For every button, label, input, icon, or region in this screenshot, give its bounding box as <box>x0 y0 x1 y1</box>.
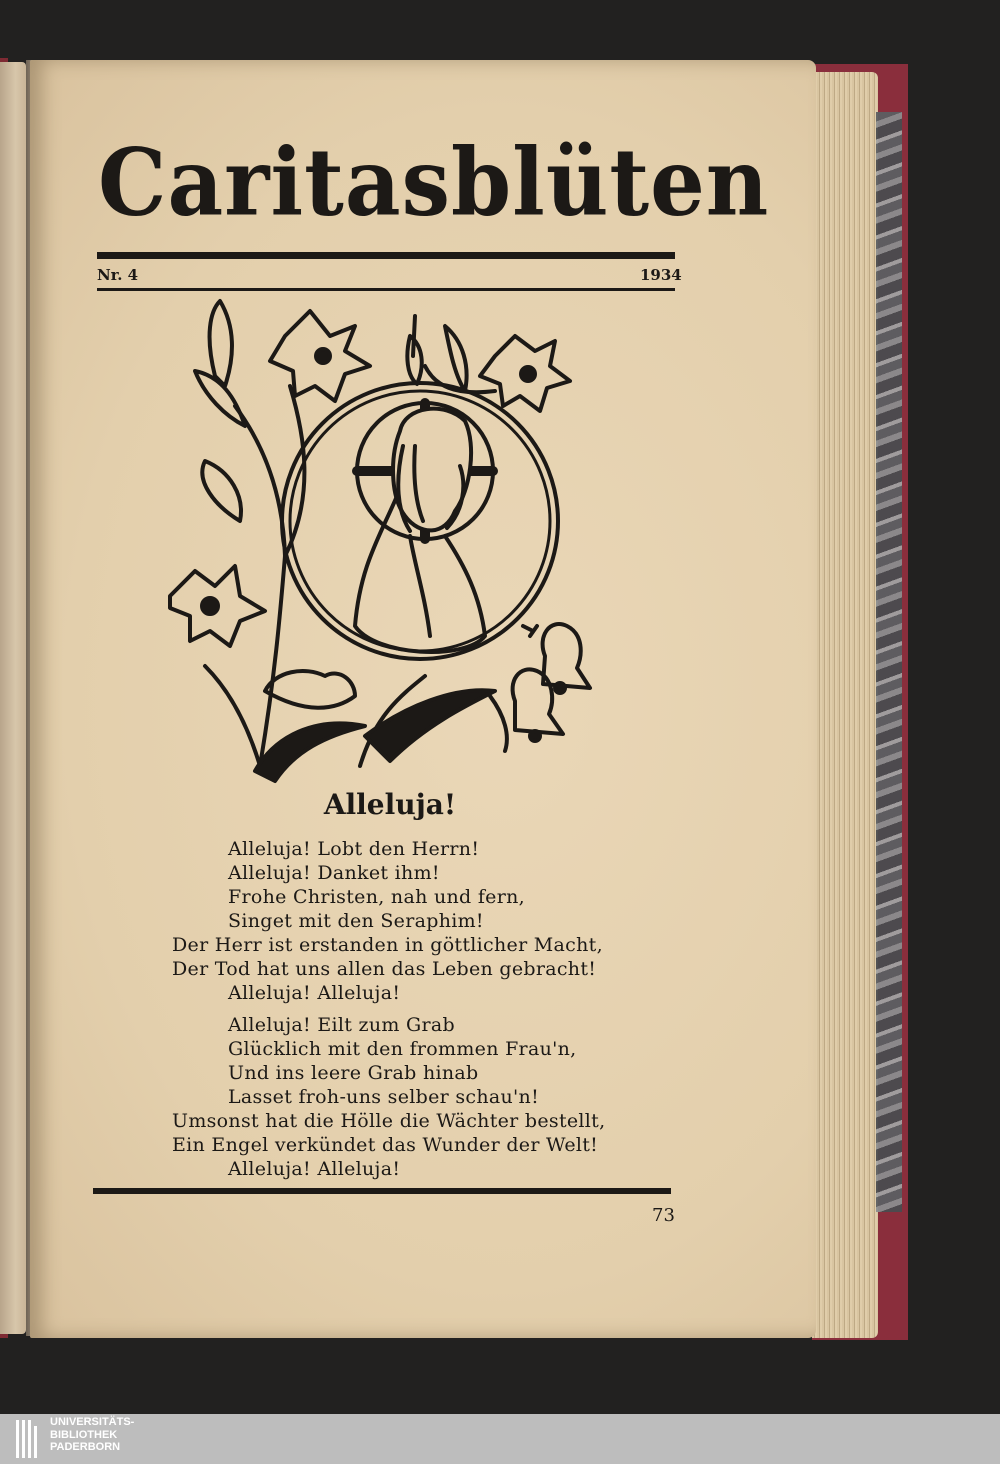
poem-line: Frohe Christen, nah und fern, <box>228 886 525 908</box>
title-rule-thick <box>97 252 675 259</box>
left-page-edge <box>0 62 26 1334</box>
poem-title: Alleluja! <box>323 788 457 821</box>
easter-christ-lily-illustration <box>165 296 605 784</box>
library-logo-text <box>50 1416 134 1454</box>
title-rule-thin <box>97 288 675 291</box>
logo-line-1: UNIVERSITÄTS- <box>50 1416 135 1428</box>
poem-line: Alleluja! Lobt den Herrn! <box>228 838 480 860</box>
issue-year: 1934 <box>640 266 682 284</box>
poem-line: Glücklich mit den frommen Frau'n, <box>228 1038 577 1060</box>
poem-line: Umsonst hat die Hölle die Wächter bestellt, <box>172 1110 606 1132</box>
poem-line: Singet mit den Seraphim! <box>228 910 484 932</box>
footer-rule <box>93 1188 671 1194</box>
library-logo-icon <box>16 1418 40 1460</box>
poem-line: Alleluja! Danket ihm! <box>228 862 440 884</box>
page-number: 73 <box>652 1205 675 1226</box>
poem-line: Der Herr ist erstanden in göttlicher Macht, <box>172 934 603 956</box>
logo-line-3: PADERBORN <box>50 1441 121 1453</box>
poem-line: Alleluja! Alleluja! <box>228 1158 401 1180</box>
poem-line: Und ins leere Grab hinab <box>228 1062 479 1084</box>
poem-line: Alleluja! Alleluja! <box>228 982 401 1004</box>
poem-line: Lasset froh-uns selber schau'n! <box>228 1086 540 1108</box>
poem-line: Alleluja! Eilt zum Grab <box>228 1014 455 1036</box>
issue-number: Nr. 4 <box>97 266 139 284</box>
logo-line-2: BIBLIOTHEK <box>50 1428 118 1441</box>
poem-line: Ein Engel verkündet das Wunder der Welt! <box>172 1134 599 1156</box>
poem-line: Der Tod hat uns allen das Leben gebracht! <box>172 958 597 980</box>
page-stack-edge <box>812 72 878 1338</box>
marbled-cover-strip <box>876 112 902 1212</box>
magazine-title: Caritasblüten <box>98 127 770 237</box>
library-footer-bar <box>0 1414 1000 1464</box>
